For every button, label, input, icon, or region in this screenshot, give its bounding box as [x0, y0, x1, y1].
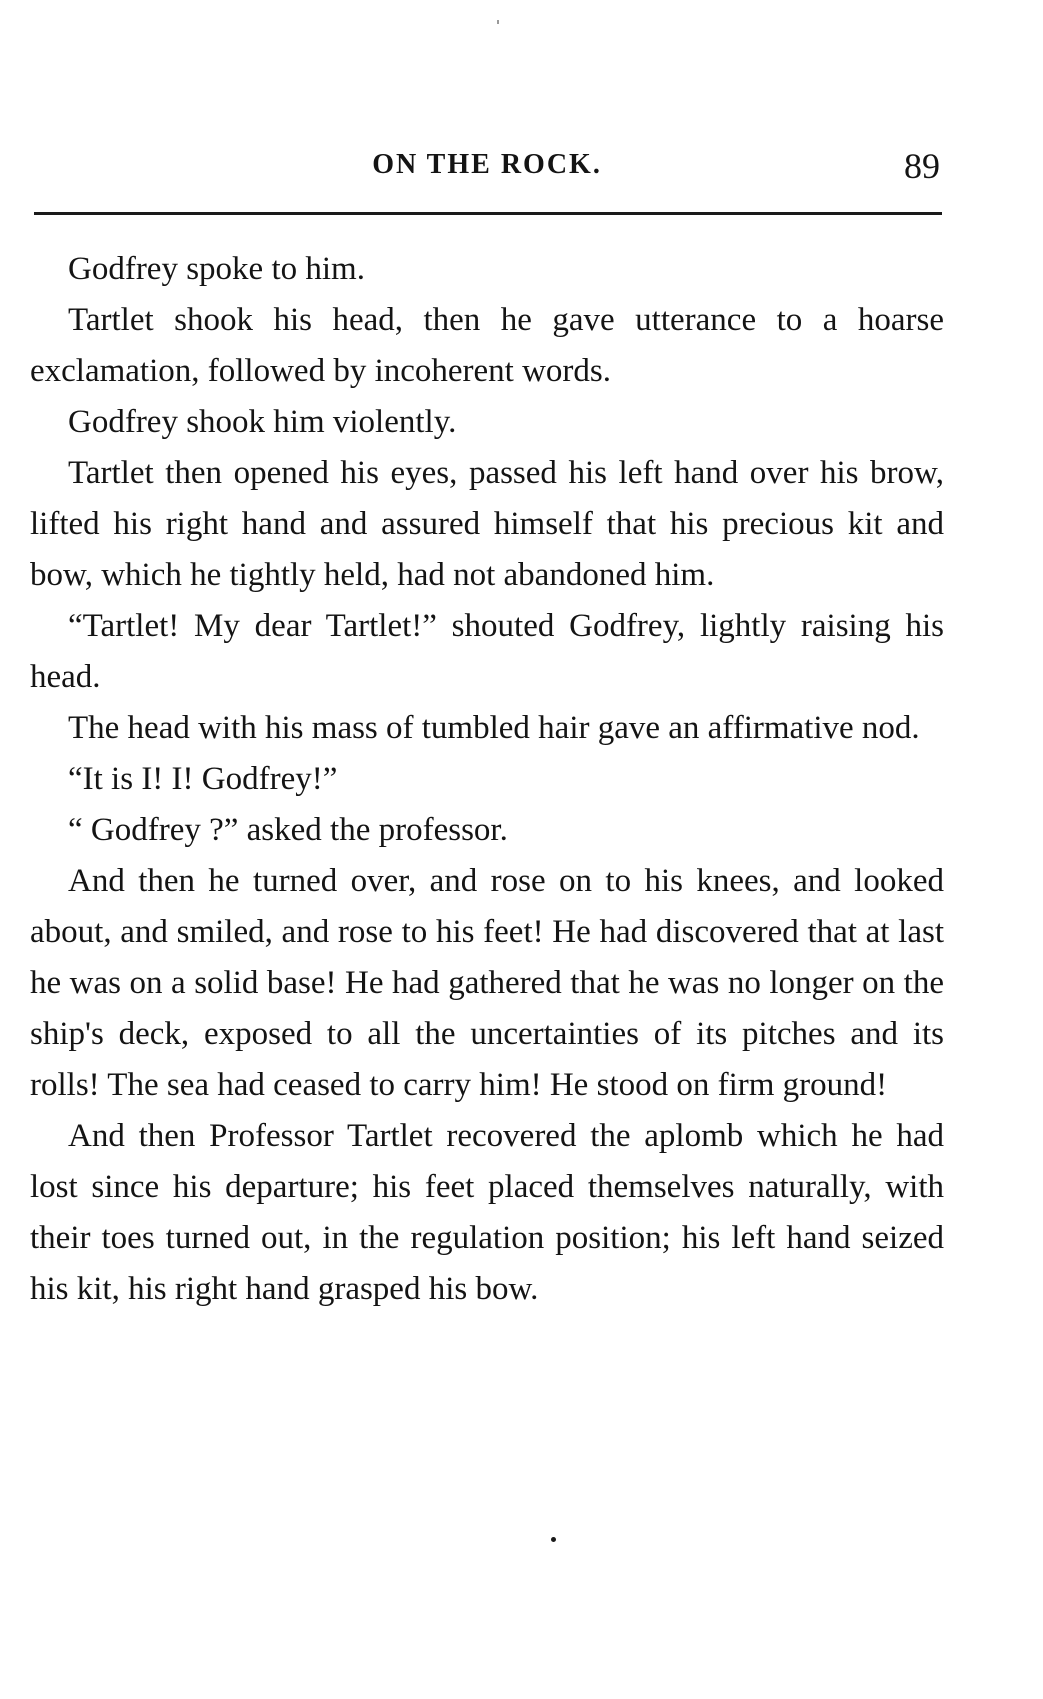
- paragraph: And then Professor Tartlet recovered the aplomb which he had lost since his departure; his feet placed themselves naturally, with their toes turned out, in the regulation position; his left hand seized his kit, his right hand grasped his bow.: [30, 1118, 944, 1307]
- paragraph: Godfrey shook him violently.: [68, 404, 457, 440]
- paragraph: Tartlet shook his head, then he gave utterance to a hoarse exclamation, followed by incoherent words.: [30, 302, 944, 389]
- paragraph: And then he turned over, and rose on to his knees, and looked about, and smiled, and rose to his feet! He had discovered that at last he was on a solid base! He had gathered that he was no longer on the ship's deck, exposed to all the uncertainties of its pitches and its rolls! The sea had ceased to carry him! He stood on firm ground!: [30, 863, 944, 1103]
- ink-dot: [551, 1537, 556, 1542]
- scan-speck: [497, 20, 499, 24]
- paragraph: “Tartlet! My dear Tartlet!” shouted Godfrey, lightly raising his head.: [30, 608, 944, 695]
- paragraph: Tartlet then opened his eyes, passed his left hand over his brow, lifted his right hand and assured himself that his precious kit and bow, which he tightly held, had not abandoned him.: [30, 455, 944, 593]
- running-title: ON THE ROCK.: [372, 149, 602, 180]
- header-rule: [34, 212, 942, 215]
- running-head: [32, 145, 942, 193]
- paragraph: “ Godfrey ?” asked the professor.: [68, 812, 508, 848]
- page-number: 89: [904, 146, 940, 186]
- paragraph: Godfrey spoke to him.: [68, 251, 365, 287]
- paragraph: “It is I! I! Godfrey!”: [68, 761, 338, 797]
- paragraph: The head with his mass of tumbled hair gave an affirmative nod.: [68, 710, 920, 746]
- body-text: [30, 244, 944, 1315]
